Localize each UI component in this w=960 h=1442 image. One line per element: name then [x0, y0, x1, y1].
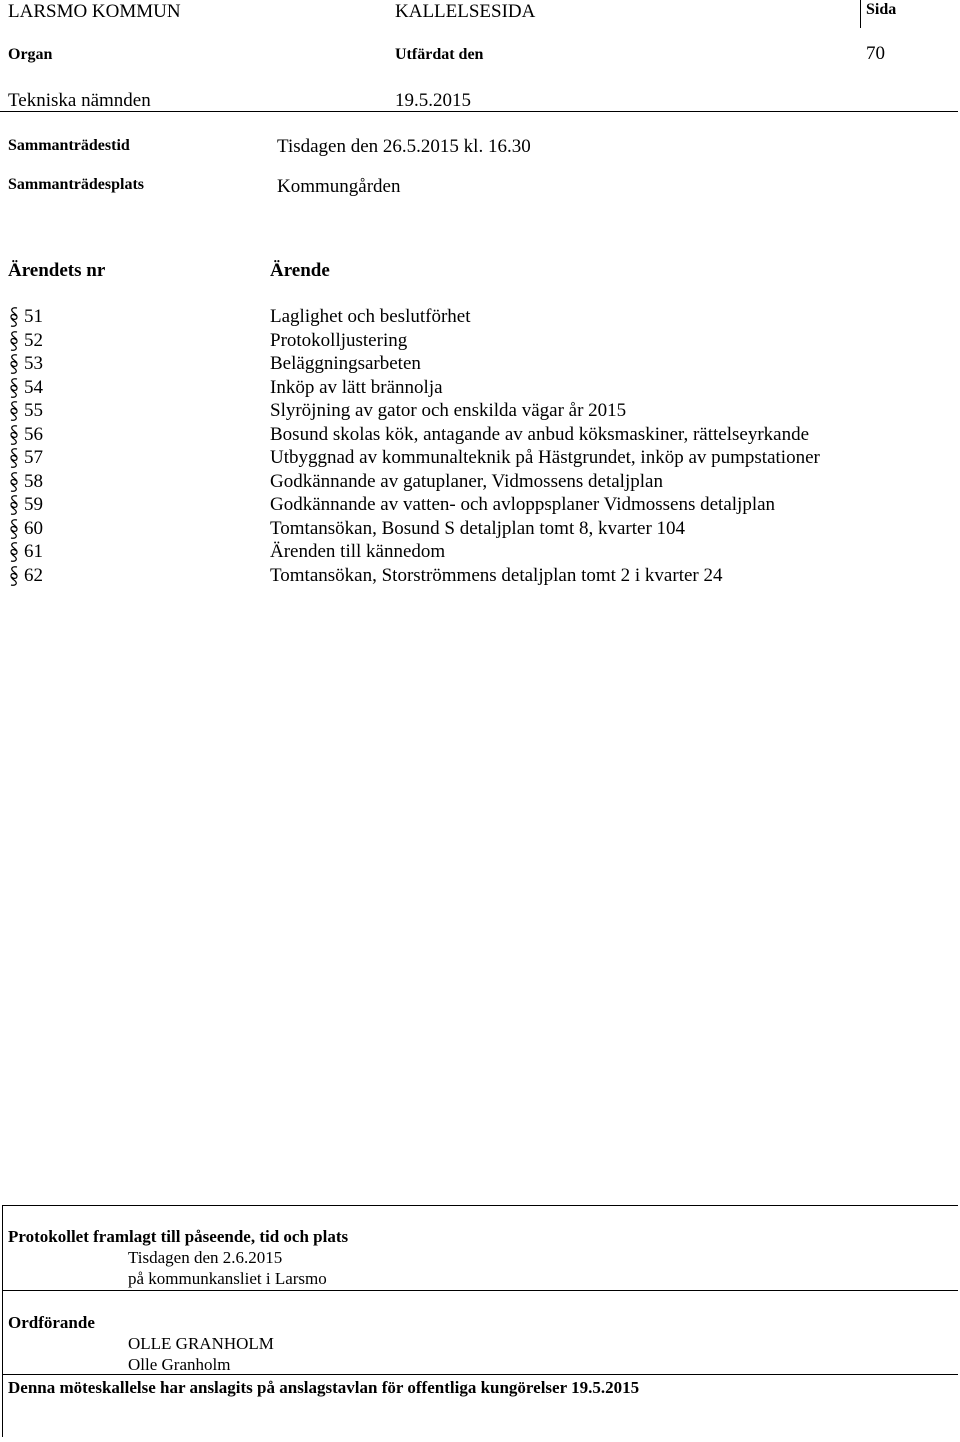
footer-top-rule — [2, 1205, 958, 1206]
notice-text: Denna möteskallelse har anslagits på anslagstavlan för offentliga kungörelser 19.5.2015 — [8, 1378, 640, 1397]
header-rule — [0, 111, 958, 112]
agenda-item-title: Tomtansökan, Storströmmens detaljplan tomt 2 i kvarter 24 — [270, 564, 723, 586]
section-bullet-icon — [8, 541, 20, 563]
section-bullet-icon — [8, 306, 20, 328]
agenda-item-number: 59 — [24, 494, 43, 515]
chair-name: Olle Granholm — [128, 1355, 231, 1374]
agenda-item-title: Utbyggnad av kommunalteknik på Hästgrundet, inköp av pumpstationer — [270, 447, 820, 468]
agenda-item-title: Protokolljustering — [270, 329, 408, 351]
agenda-item-number: 57 — [24, 447, 43, 468]
section-bullet-icon — [8, 400, 20, 422]
footer-mid-rule — [2, 1290, 958, 1291]
page-label: Sida — [866, 1, 897, 18]
issued-label: Utfärdat den — [395, 46, 484, 63]
protocol-label: Protokollet framlagt till påseende, tid och plats — [8, 1227, 349, 1246]
agenda-item — [8, 541, 908, 565]
agenda-item — [8, 424, 908, 448]
agenda-item-title: Slyröjning av gator och enskilda vägar år 2015 — [270, 400, 627, 421]
footer-notice-rule — [2, 1374, 958, 1375]
agenda-item — [8, 330, 908, 354]
section-bullet-icon — [8, 471, 20, 493]
document-type: KALLELSESIDA — [395, 1, 536, 22]
agenda-item-title: Inköp av lätt brännolja — [270, 376, 443, 398]
meeting-place-label: Sammanträdesplats — [8, 176, 145, 193]
agenda-number-heading: Ärendets nr — [8, 260, 106, 281]
agenda-item-title: Beläggningsarbeten — [270, 353, 421, 374]
agenda-item-number: 55 — [24, 400, 43, 421]
section-bullet-icon — [8, 518, 20, 540]
footer-left-rule — [2, 1205, 3, 1437]
header-divider — [860, 0, 861, 28]
agenda-item — [8, 353, 908, 377]
meeting-place-value: Kommungården — [277, 176, 401, 197]
agenda-item-number: 54 — [24, 376, 43, 398]
section-bullet-icon — [8, 377, 20, 399]
agenda-subject-heading: Ärende — [270, 260, 330, 281]
meeting-date-label: Sammanträdestid — [8, 137, 130, 154]
agenda-item-number: 51 — [24, 306, 43, 327]
agenda-item — [8, 565, 908, 589]
protocol-place: på kommunkansliet i Larsmo — [128, 1269, 327, 1288]
agenda-item-number: 61 — [24, 541, 43, 562]
agenda-item-title: Godkännande av vatten- och avloppsplaner Vidmossens detaljplan — [270, 494, 776, 515]
issued-value: 19.5.2015 — [395, 90, 471, 111]
agenda-item — [8, 518, 908, 542]
agenda-item-number: 53 — [24, 353, 43, 374]
agenda-item-number: 58 — [24, 470, 43, 492]
agenda-item — [8, 447, 908, 471]
agenda-item — [8, 494, 908, 518]
section-bullet-icon — [8, 494, 20, 516]
agenda-item — [8, 306, 908, 330]
meeting-date-value: Tisdagen den 26.5.2015 kl. 16.30 — [277, 136, 531, 157]
organ-value: Tekniska nämnden — [8, 90, 151, 111]
page-number: 70 — [866, 43, 885, 64]
agenda-item-number: 60 — [24, 517, 43, 539]
agenda-item-number: 62 — [24, 564, 43, 586]
agenda-item-number: 52 — [24, 329, 43, 351]
section-bullet-icon — [8, 447, 20, 469]
agenda-list — [8, 306, 908, 588]
agenda-item-title: Bosund skolas kök, antagande av anbud köksmaskiner, rättelseyrkande — [270, 423, 810, 445]
agenda-item — [8, 471, 908, 495]
organ-label: Organ — [8, 46, 53, 63]
section-bullet-icon — [8, 424, 20, 446]
agenda-item-title: Tomtansökan, Bosund S detaljplan tomt 8, kvarter 104 — [270, 517, 686, 539]
section-bullet-icon — [8, 565, 20, 587]
section-bullet-icon — [8, 353, 20, 375]
chair-name-caps: OLLE GRANHOLM — [128, 1334, 274, 1353]
agenda-item-title: Godkännande av gatuplaner, Vidmossens detaljplan — [270, 470, 663, 492]
agenda-item — [8, 377, 908, 401]
agenda-item-title: Ärenden till kännedom — [270, 541, 446, 562]
agenda-item-title: Laglighet och beslutförhet — [270, 306, 471, 327]
agenda-item — [8, 400, 908, 424]
chair-label: Ordförande — [8, 1313, 95, 1332]
protocol-date: Tisdagen den 2.6.2015 — [128, 1248, 283, 1267]
agenda-item-number: 56 — [24, 423, 43, 445]
municipality-name: LARSMO KOMMUN — [8, 1, 181, 22]
section-bullet-icon — [8, 330, 20, 352]
